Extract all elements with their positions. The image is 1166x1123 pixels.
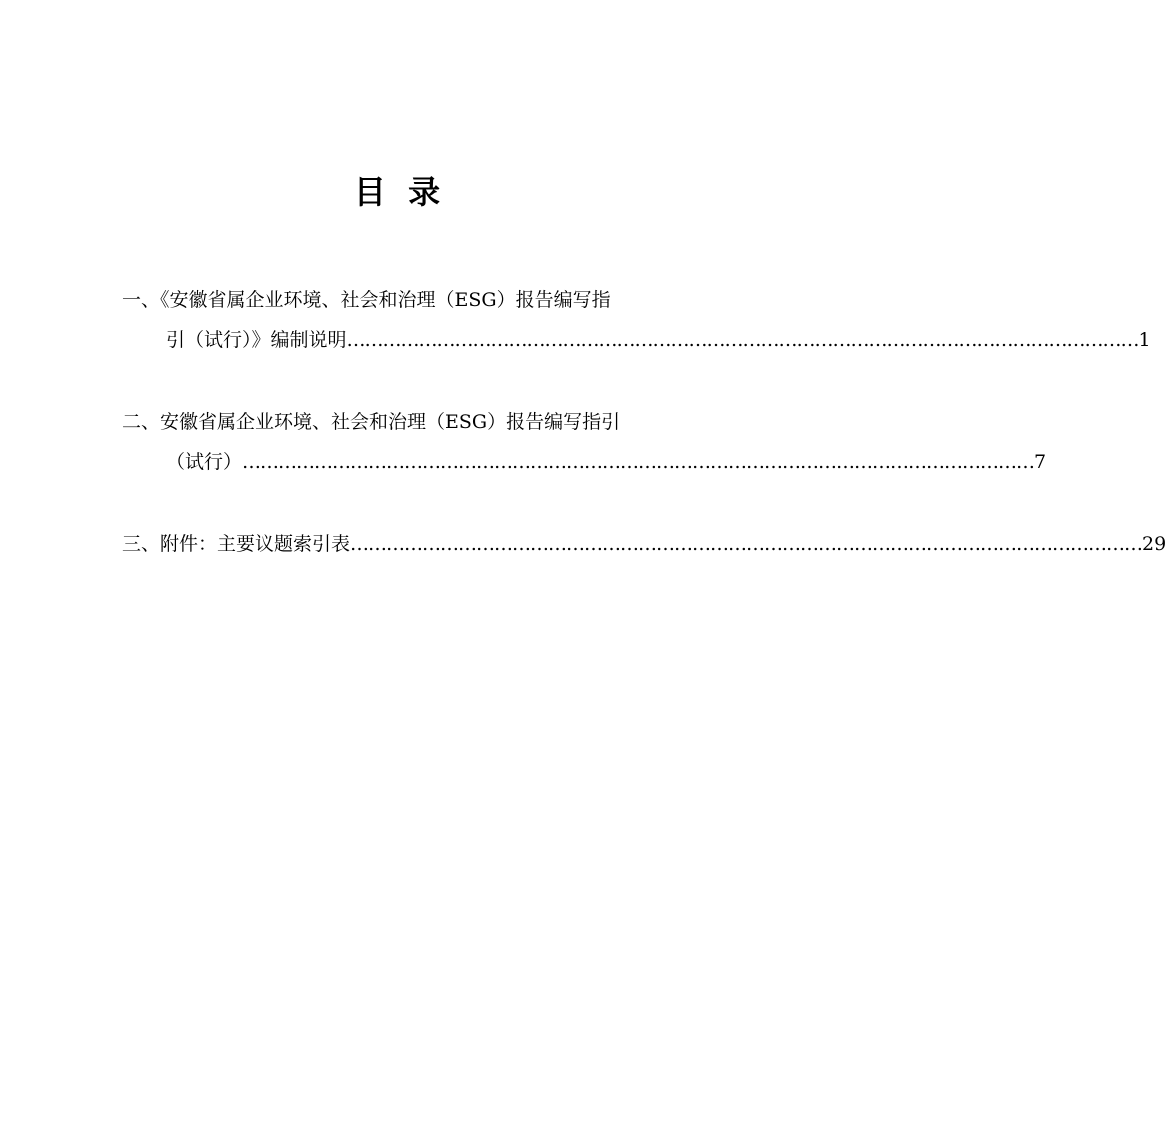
toc-entry-2-last-line — [122, 442, 1047, 482]
toc-entry-3-line — [122, 524, 1166, 564]
toc-entry-2-line-1: 二、安徽省属企业环境、社会和治理（ESG）报告编写指引 — [122, 411, 621, 433]
toc-entry-1-last-line — [122, 320, 1151, 360]
toc-entry-1[interactable] — [122, 280, 1151, 360]
toc-entry-2[interactable] — [122, 402, 1047, 482]
table-of-contents — [122, 280, 1166, 564]
toc-entry-2-text: （试行） — [166, 451, 243, 473]
toc-leader-dots: …………………………………………………………………………………………………………………… — [242, 451, 1035, 473]
toc-title: 目 录 — [353, 173, 441, 211]
toc-entry-1-line-1: 一、《安徽省属企业环境、社会和治理（ESG）报告编写指 — [122, 289, 611, 311]
toc-entry-3-text: 三、附件：主要议题索引表 — [122, 533, 351, 555]
toc-entry-1-text: 引（试行）》编制说明 — [166, 329, 347, 351]
toc-leader-dots: …………………………………………………………………………………………………………………… — [350, 533, 1143, 555]
toc-entry-3-page-number: 29 — [1142, 533, 1166, 555]
toc-leader-dots: …………………………………………………………………………………………………………………… — [346, 329, 1139, 351]
toc-entry-2-page-number: 7 — [1034, 451, 1047, 473]
toc-entry-3[interactable] — [122, 524, 1166, 564]
toc-entry-1-page-number: 1 — [1138, 329, 1151, 351]
